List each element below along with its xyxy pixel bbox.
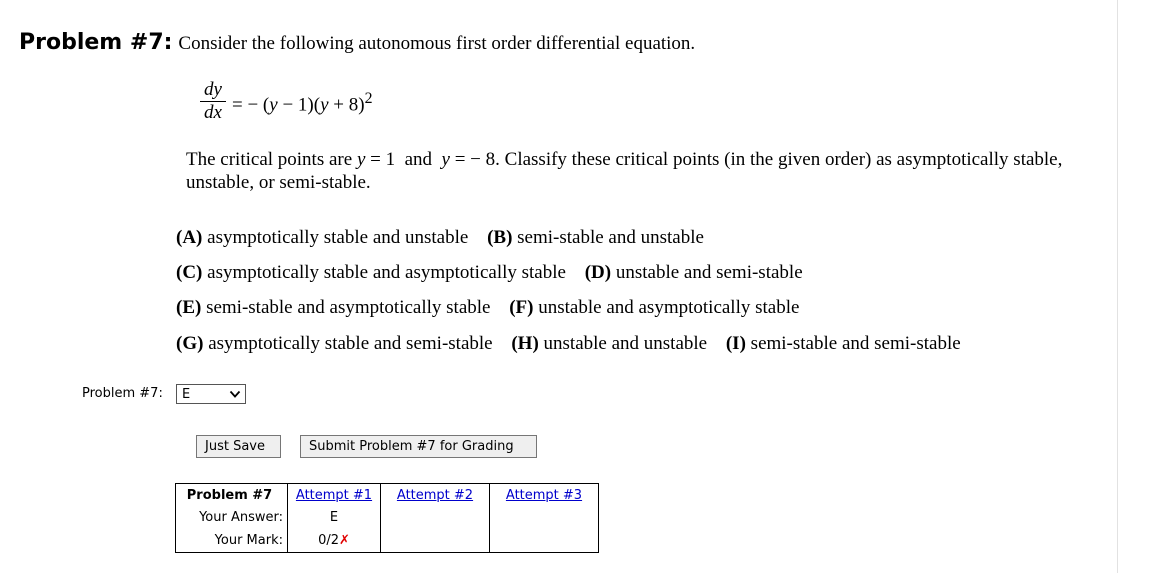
attempt-2-answer	[381, 506, 490, 529]
rhs-variable: y	[269, 94, 278, 116]
option-a: (A) asymptotically stable and unstable	[176, 227, 469, 248]
option-e: (E) semi-stable and asymptotically stable	[176, 297, 491, 318]
table-row	[176, 529, 599, 553]
history-header-problem: Problem #7	[176, 484, 288, 507]
problem-statement	[186, 148, 1106, 194]
incorrect-x-icon: ✗	[339, 533, 350, 548]
attempt-3-mark	[490, 529, 599, 553]
answer-select-label: Problem #7:	[82, 386, 163, 401]
attempt-1-mark	[288, 529, 381, 553]
just-save-button[interactable]: Just Save	[196, 435, 281, 458]
rhs-part: + 8)	[328, 94, 365, 116]
derivative-fraction	[200, 80, 226, 123]
problem-title: Problem #7:	[19, 30, 173, 55]
attempt-1-mark-value: 0/2	[318, 533, 339, 548]
rhs-exponent: 2	[364, 90, 373, 107]
options-row-1	[176, 227, 718, 249]
option-i: (I) semi-stable and semi-stable	[725, 333, 961, 354]
statement-variable: y	[356, 149, 366, 170]
option-b: (B) semi-stable and unstable	[487, 227, 704, 248]
attempt-2-link[interactable]: Attempt #2	[396, 487, 474, 503]
equation-rhs	[232, 90, 372, 116]
fraction-numerator: dy	[204, 79, 222, 100]
option-c: (C) asymptotically stable and asymptotically stable	[176, 262, 566, 283]
attempt-history-table	[175, 483, 599, 553]
fraction-denominator: dx	[204, 102, 222, 123]
options-row-4	[176, 333, 975, 355]
rhs-variable: y	[320, 94, 329, 116]
equals-sign: =	[232, 94, 243, 116]
rhs-part: − 1)(	[277, 94, 321, 116]
option-g: (G) asymptotically stable and semi-stable	[176, 333, 493, 354]
problem-intro: Consider the following autonomous first order differential equation.	[178, 33, 696, 54]
attempt-2-mark	[381, 529, 490, 553]
options-row-2	[176, 262, 817, 284]
attempt-1-answer: E	[288, 506, 381, 529]
attempt-3-answer	[490, 506, 599, 529]
options-row-3	[176, 297, 813, 319]
option-f: (F) unstable and asymptotically stable	[509, 297, 800, 318]
answer-select[interactable]	[176, 384, 246, 404]
rhs-part: − (	[247, 94, 270, 116]
attempt-3-link[interactable]: Attempt #3	[505, 487, 583, 503]
option-d: (D) unstable and semi-stable	[584, 262, 803, 283]
statement-text: = 1 and	[365, 149, 442, 170]
chevron-down-icon	[229, 387, 241, 401]
attempt-1-link[interactable]: Attempt #1	[295, 487, 373, 503]
statement-variable: y	[441, 149, 450, 170]
option-h: (H) unstable and unstable	[511, 333, 708, 354]
statement-text: The critical points are	[186, 149, 357, 170]
your-mark-label: Your Mark:	[176, 529, 288, 553]
submit-for-grading-button[interactable]: Submit Problem #7 for Grading	[300, 435, 537, 458]
table-row	[176, 506, 599, 529]
statement-text: = − 8. Classify these critical points (in the given order) as asymptotically stable, unstable, or semi-stable.	[186, 149, 1063, 193]
problem-heading	[19, 30, 695, 55]
your-answer-label: Your Answer:	[176, 506, 288, 529]
table-row	[176, 484, 599, 507]
answer-select-value: E	[182, 387, 191, 402]
page-right-divider	[1117, 0, 1118, 573]
